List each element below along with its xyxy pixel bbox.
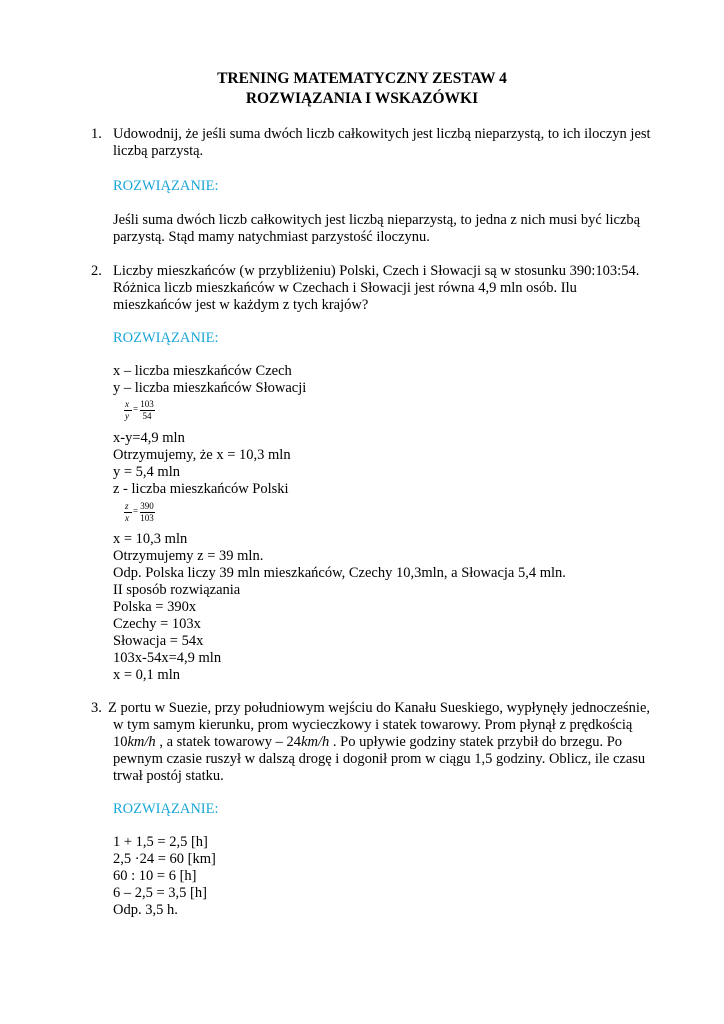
problem-1-text: liczbą parzystą. — [113, 143, 204, 159]
problem-2-line: II sposób rozwiązania — [113, 582, 241, 598]
solution-label: ROZWIĄZANIE: — [113, 801, 219, 817]
fraction-bar — [140, 410, 155, 411]
page-title: TRENING MATEMATYCZNY ZESTAW 4 — [217, 70, 507, 87]
fraction-denominator: 54 — [142, 411, 152, 421]
fraction-denominator: 103 — [140, 513, 154, 523]
fraction-numerator: 390 — [140, 501, 154, 511]
problem-2-text: mieszkańców jest w każdym z tych krajów? — [113, 297, 369, 313]
problem-3-text — [113, 734, 622, 751]
fraction-bar — [124, 410, 132, 411]
fraction-numerator: 103 — [140, 399, 154, 409]
problem-2-line: y = 5,4 mln — [113, 464, 180, 480]
solution-label: ROZWIĄZANIE: — [113, 330, 219, 346]
problem-3-text-fragment: , a statek towarowy – 24 — [155, 734, 302, 750]
problem-2-line: Czechy = 103x — [113, 616, 201, 632]
fraction-equals: = — [133, 506, 139, 516]
speed-value-ferry: 10 — [113, 734, 128, 750]
problem-3-text: trwał postój statku. — [113, 768, 224, 784]
problem-2-line: 103x-54x=4,9 mln — [113, 650, 222, 666]
problem-2-line: x-y=4,9 mln — [113, 430, 185, 446]
problem-1-number: 1. — [91, 126, 102, 142]
problem-2-number: 2. — [91, 263, 102, 279]
problem-2-line: Otrzymujemy, że x = 10,3 mln — [113, 447, 291, 463]
fraction-z-over-x — [122, 501, 162, 527]
problem-1-solution: Jeśli suma dwóch liczb całkowitych jest liczbą nieparzystą, to jedna z nich musi być liczbą — [113, 212, 641, 228]
problem-1-solution: parzystą. Stąd mamy natychmiast parzystość iloczynu. — [113, 229, 430, 245]
problem-3-answer: Odp. 3,5 h. — [113, 902, 178, 918]
problem-2-line: Polska = 390x — [113, 599, 197, 615]
problem-2-text: Różnica liczb mieszkańców w Czechach i Słowacji jest równa 4,9 mln osób. Ilu — [113, 280, 577, 296]
fraction-numerator-var: x — [125, 399, 129, 409]
problem-3-text: pewnym czasie ruszył w dalszą drogę i dogonił prom w ciągu 1,5 godziny. Oblicz, ile czasu — [113, 751, 646, 767]
problem-2-line: Słowacja = 54x — [113, 633, 204, 649]
problem-1-text: Udowodnij, że jeśli suma dwóch liczb całkowitych jest liczbą nieparzystą, to ich iloczyn jest — [113, 126, 651, 142]
problem-2-line: z - liczba mieszkańców Polski — [113, 481, 289, 497]
fraction-denominator-var: x — [125, 513, 129, 523]
problem-3-solution: 6 – 2,5 = 3,5 [h] — [113, 885, 207, 901]
problem-3-solution: 60 : 10 = 6 [h] — [113, 868, 197, 884]
problem-2-line: y – liczba mieszkańców Słowacji — [113, 380, 307, 396]
problem-3-text: Z portu w Suezie, przy południowym wejściu do Kanału Sueskiego, wypłynęły jednocześnie, — [108, 700, 651, 716]
fraction-bar — [124, 512, 132, 513]
solution-label: ROZWIĄZANIE: — [113, 178, 219, 194]
problem-3-solution: 2,5 ·24 = 60 [km] — [113, 851, 216, 867]
page-subtitle: ROZWIĄZANIA I WSKAZÓWKI — [245, 90, 479, 107]
problem-3-number: 3. — [91, 700, 102, 716]
problem-2-answer: Odp. Polska liczy 39 mln mieszkańców, Czechy 10,3mln, a Słowacja 5,4 mln. — [113, 565, 566, 581]
problem-2-line: Otrzymujemy z = 39 mln. — [113, 548, 264, 564]
problem-3-text: w tym samym kierunku, prom wycieczkowy i statek towarowy. Prom płynął z prędkością — [113, 717, 633, 733]
problem-2-text: Liczby mieszkańców (w przybliżeniu) Polski, Czech i Słowacji są w stosunku 390:103:54. — [113, 263, 640, 279]
fraction-equals: = — [133, 404, 139, 414]
problem-2-line: x – liczba mieszkańców Czech — [113, 363, 292, 379]
fraction-numerator-var: z — [125, 501, 129, 511]
problem-3-text-fragment: . Po upływie godziny statek przybił do brzegu. Po — [329, 734, 623, 750]
fraction-denominator-var: y — [125, 411, 129, 421]
fraction-x-over-y — [122, 399, 162, 425]
fraction-bar — [140, 512, 155, 513]
speed-unit: km/h — [301, 734, 330, 750]
problem-2-line: x = 0,1 mln — [113, 667, 180, 683]
problem-2-line: x = 10,3 mln — [113, 531, 188, 547]
speed-unit: km/h — [127, 734, 156, 750]
problem-3-solution: 1 + 1,5 = 2,5 [h] — [113, 834, 208, 850]
